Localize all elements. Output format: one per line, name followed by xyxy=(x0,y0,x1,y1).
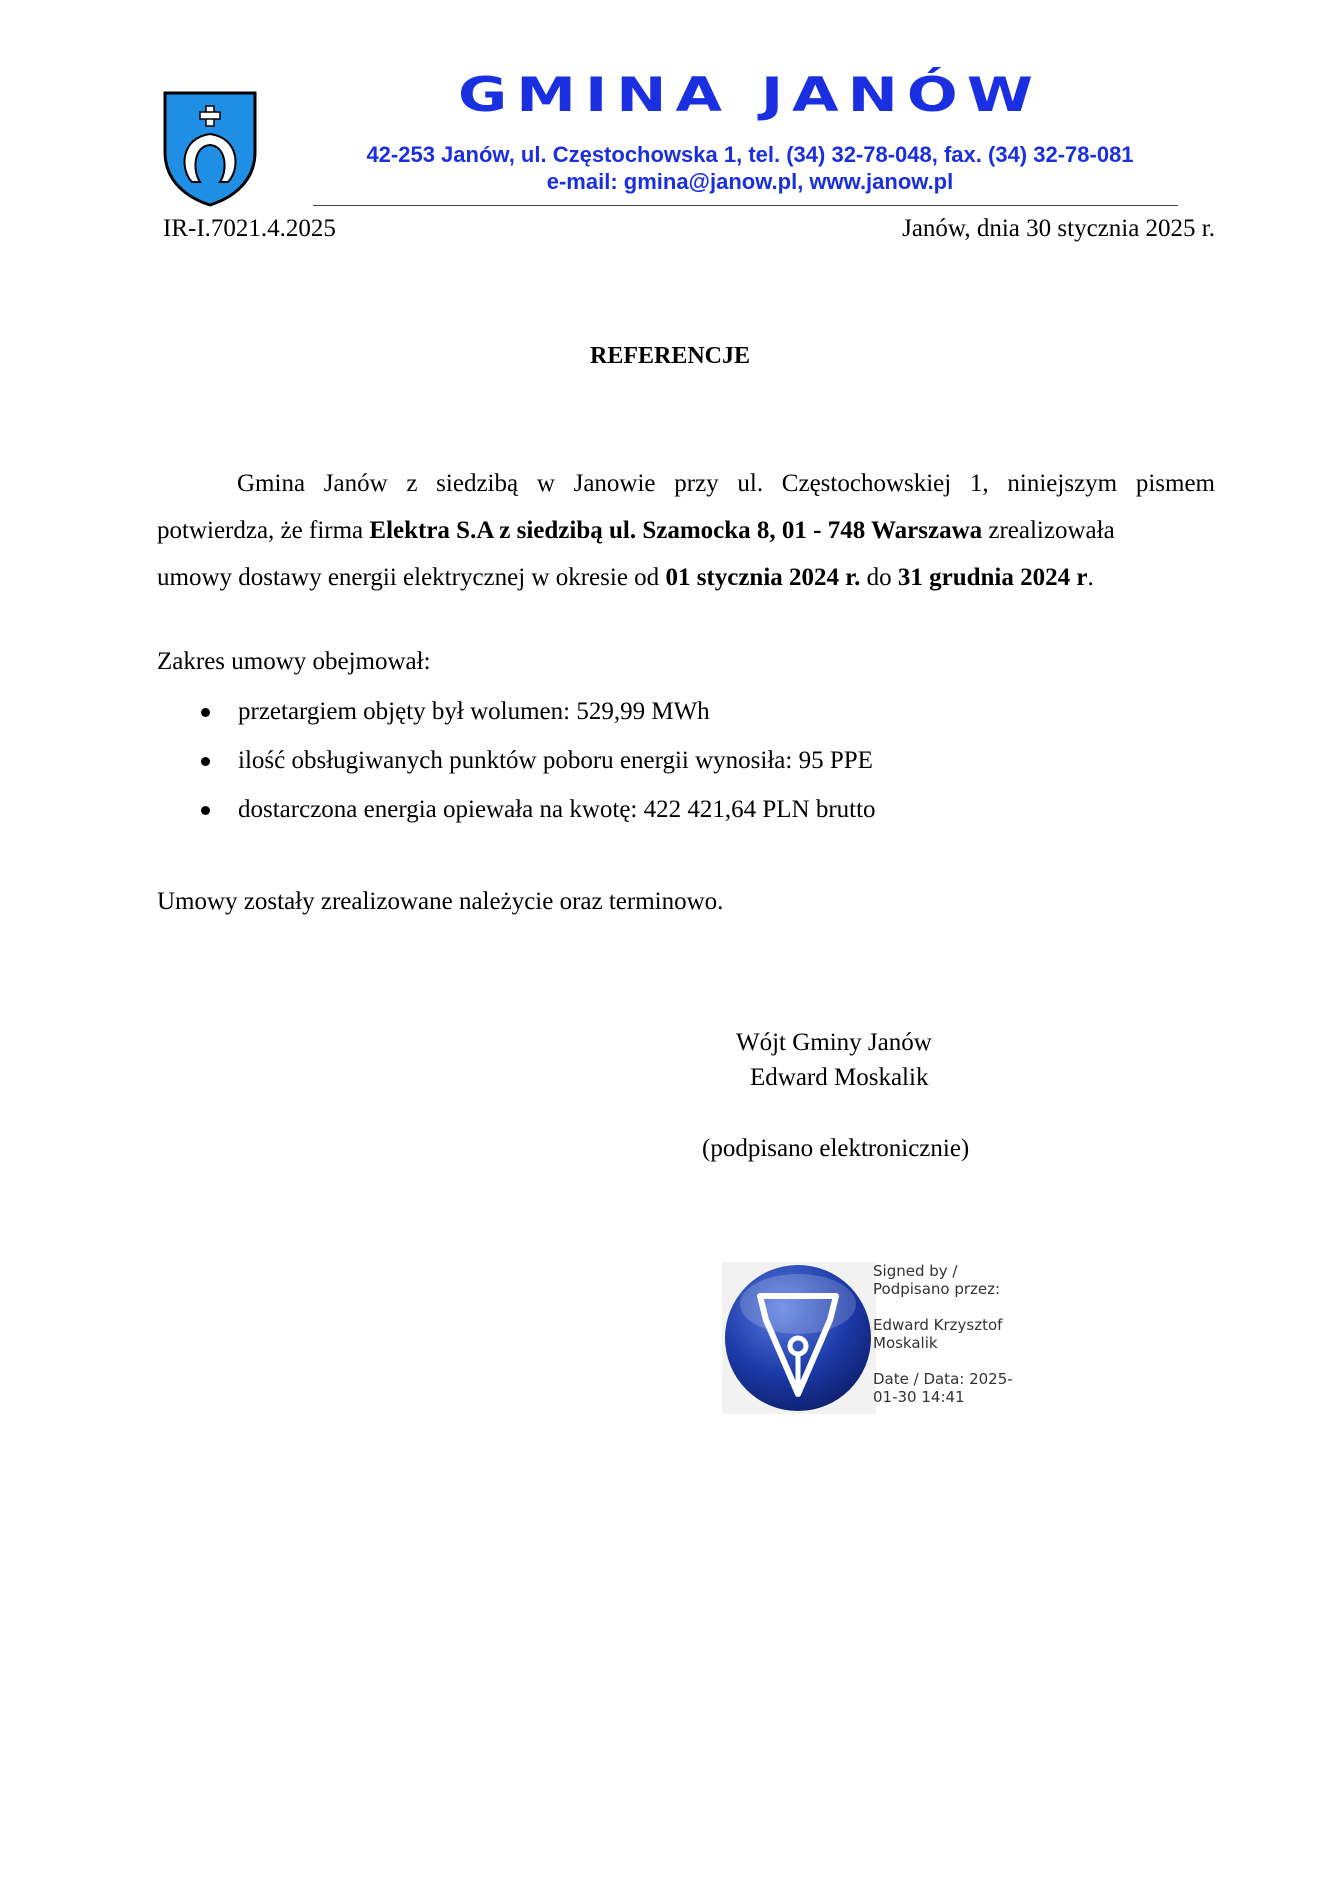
address-line: 42-253 Janów, ul. Częstochowska 1, tel. (34) 32-78-048, fax. (34) 32-78-081 xyxy=(366,142,1134,167)
scope-list xyxy=(190,693,876,840)
text-fragment: zrealizowała xyxy=(982,517,1115,544)
text-fragment: . xyxy=(1087,564,1094,591)
signatory-name: Edward Moskalik xyxy=(750,1064,929,1091)
digital-signature-pen-icon xyxy=(722,1262,876,1414)
municipality-title: GMINA JANÓW xyxy=(458,68,1042,123)
main-paragraph xyxy=(157,460,1215,601)
signed-by-label: Signed by / xyxy=(873,1262,958,1280)
coat-of-arms-icon xyxy=(162,90,258,208)
signature-note: (podpisano elektronicznie) xyxy=(702,1135,970,1162)
paragraph-line-1: Gmina Janów z siedzibą w Janowie przy ul. Częstochowskiej 1, niniejszym pismem xyxy=(237,470,1215,497)
signer-name-line-2: Moskalik xyxy=(873,1334,938,1352)
paragraph-line-3 xyxy=(157,554,1215,601)
contact-line: e-mail: gmina@janow.pl, www.janow.pl xyxy=(546,169,954,194)
signature-date-line-2: 01-30 14:41 xyxy=(873,1388,965,1406)
period-end: 31 grudnia 2024 r xyxy=(897,564,1088,591)
text-fragment: do xyxy=(860,564,898,591)
list-item: ilość obsługiwanych punktów poboru energii wynosiła: 95 PPE xyxy=(190,742,876,791)
signatory-title: Wójt Gminy Janów xyxy=(736,1029,932,1056)
paragraph-line-2 xyxy=(157,507,1215,554)
list-item: przetargiem objęty był wolumen: 529,99 MWh xyxy=(190,693,876,742)
signed-by-label-pl: Podpisano przez: xyxy=(873,1280,1001,1298)
document-heading: REFERENCJE xyxy=(589,343,751,369)
signature-details xyxy=(873,1262,1013,1406)
text-fragment: umowy dostawy energii elektrycznej w okresie od xyxy=(157,564,666,591)
place-and-date: Janów, dnia 30 stycznia 2025 r. xyxy=(902,215,1215,242)
closing-statement: Umowy zostały zrealizowane należycie oraz terminowo. xyxy=(157,888,724,915)
scope-lead: Zakres umowy obejmował: xyxy=(157,648,431,675)
text-fragment: potwierdza, że firma xyxy=(157,517,370,544)
signer-name-line-1: Edward Krzysztof xyxy=(873,1316,1003,1334)
signature-date-line-1: Date / Data: 2025- xyxy=(873,1370,1013,1388)
letterhead-address xyxy=(310,141,1190,195)
letterhead-divider xyxy=(313,205,1178,206)
contractor-name: Elektra S.A z siedzibą ul. Szamocka 8, 01 - 748 Warszawa xyxy=(369,517,983,544)
period-start: 01 stycznia 2024 r. xyxy=(665,564,861,591)
reference-number: IR-I.7021.4.2025 xyxy=(163,215,336,242)
list-item: dostarczona energia opiewała na kwotę: 422 421,64 PLN brutto xyxy=(190,791,876,840)
